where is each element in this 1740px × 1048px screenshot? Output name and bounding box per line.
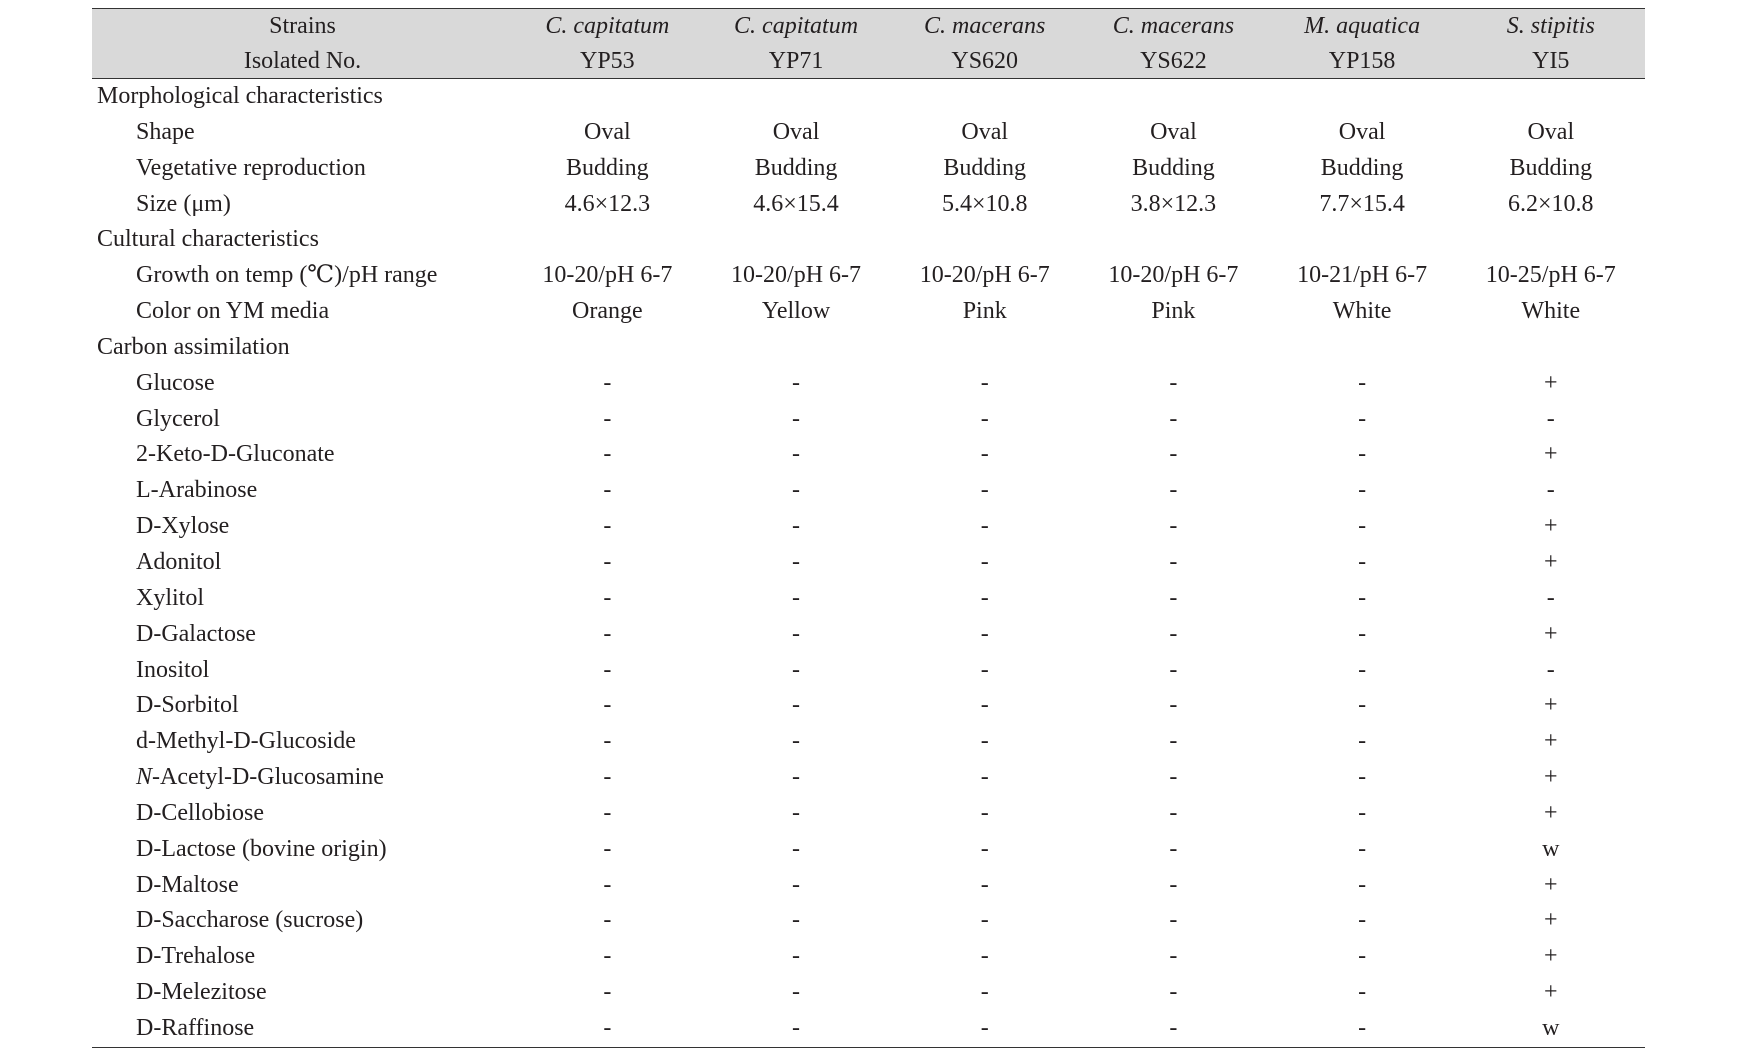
table-row (92, 653, 1645, 689)
value-cell: - (1358, 548, 1367, 575)
table-row (92, 509, 1645, 545)
row-label: d-Methyl-D-Glucoside (136, 728, 356, 755)
table-row (92, 545, 1645, 581)
value-cell: + (1544, 548, 1558, 575)
value-cell: - (792, 620, 801, 647)
isolate-id: YP71 (702, 44, 891, 79)
value-cell: - (1358, 405, 1367, 432)
value-cell: - (1169, 513, 1178, 540)
value-cell: - (603, 656, 612, 683)
value-cell: - (1169, 835, 1178, 862)
value-cell: - (792, 943, 801, 970)
value-cell: - (1169, 871, 1178, 898)
value-cell: - (603, 513, 612, 540)
value-cell: - (792, 871, 801, 898)
table-row (92, 975, 1645, 1011)
strains-label: Strains (92, 9, 513, 44)
value-cell: - (1358, 728, 1367, 755)
value-cell: + (1544, 907, 1558, 934)
value-cell: Budding (566, 154, 649, 181)
value-cell: Oval (1338, 118, 1386, 145)
strain-characteristics-table (92, 8, 1645, 1048)
value-cell: - (980, 620, 989, 647)
table-row (92, 724, 1645, 760)
value-cell: + (1544, 764, 1558, 791)
value-cell: - (792, 835, 801, 862)
isolated-no-label: Isolated No. (92, 44, 513, 79)
empty-cell (890, 330, 1079, 366)
value-cell: - (792, 799, 801, 826)
empty-cell (1268, 79, 1457, 115)
value-cell: Budding (1509, 154, 1593, 181)
value-cell: + (1544, 369, 1558, 396)
section-title: Cultural characteristics (97, 226, 319, 253)
row-label: D-Xylose (136, 513, 230, 540)
value-cell: Oval (1527, 118, 1575, 145)
value-cell: + (1544, 620, 1558, 647)
value-cell: Pink (962, 298, 1007, 325)
empty-cell (702, 330, 891, 366)
value-cell: - (980, 692, 989, 719)
value-cell: - (603, 799, 612, 826)
value-cell: Pink (1151, 298, 1196, 325)
value-cell: - (1358, 979, 1367, 1006)
value-cell: Oval (961, 118, 1009, 145)
row-label: Glycerol (136, 405, 220, 432)
empty-cell (1079, 330, 1268, 366)
section-title: Morphological characteristics (97, 83, 383, 109)
table-row (92, 187, 1645, 223)
value-cell: Budding (943, 154, 1027, 181)
value-cell: 10-20/pH 6-7 (731, 262, 862, 289)
value-cell: - (980, 764, 989, 791)
row-label: D-Raffinose (92, 1011, 513, 1047)
row-label: D-Lactose (bovine origin) (136, 835, 387, 862)
table-body (92, 79, 1645, 1048)
value-cell: - (1358, 943, 1367, 970)
value-cell: + (1544, 728, 1558, 755)
value-cell: - (1169, 584, 1178, 611)
value-cell: - (603, 728, 612, 755)
value-cell: - (1358, 871, 1367, 898)
value-cell: - (1358, 692, 1367, 719)
section-header-row (92, 79, 1645, 115)
value-cell: - (603, 620, 612, 647)
value-cell: - (1358, 620, 1367, 647)
value-cell: - (980, 584, 989, 611)
value-cell: - (1546, 477, 1555, 504)
value-cell: 4.6×12.3 (564, 190, 651, 217)
value-cell: 6.2×10.8 (1508, 190, 1594, 217)
species-name: C. macerans (1079, 9, 1268, 44)
value-cell: - (792, 477, 801, 504)
value-cell: 7.7×15.4 (1319, 190, 1405, 217)
section-header-row (92, 222, 1645, 258)
value-cell: Budding (1132, 154, 1215, 181)
row-label: D-Sorbitol (136, 692, 239, 719)
value-cell: Orange (572, 298, 643, 325)
table-row (92, 1011, 1645, 1047)
value-cell: - (1169, 620, 1178, 647)
value-cell: - (603, 907, 612, 934)
value-cell: + (1544, 943, 1558, 970)
value-cell: Budding (754, 154, 838, 181)
value-cell: - (792, 656, 801, 683)
value-cell: - (890, 1011, 1079, 1047)
value-cell: - (1358, 907, 1367, 934)
row-label: Growth on temp (℃)/pH range (136, 262, 438, 289)
value-cell: 10-21/pH 6-7 (1297, 262, 1428, 289)
species-name: C. macerans (890, 9, 1079, 44)
value-cell: - (1358, 799, 1367, 826)
value-cell: w (1542, 835, 1560, 862)
table-row (92, 796, 1645, 832)
value-cell: - (1358, 764, 1367, 791)
header-row-species (92, 9, 1645, 44)
table-row (92, 151, 1645, 187)
value-cell: - (1358, 441, 1367, 468)
empty-cell (890, 79, 1079, 115)
value-cell: - (1169, 477, 1178, 504)
row-label: L-Arabinose (136, 477, 258, 504)
value-cell: - (1169, 799, 1178, 826)
empty-cell (1456, 79, 1645, 115)
value-cell: - (980, 369, 989, 396)
row-label: Size (μm) (136, 190, 231, 217)
row-label: D-Melezitose (136, 979, 267, 1006)
species-name: M. aquatica (1268, 9, 1457, 44)
isolate-id: YI5 (1456, 44, 1645, 79)
value-cell: + (1544, 441, 1558, 468)
value-cell: - (792, 692, 801, 719)
value-cell: Oval (1150, 118, 1197, 145)
value-cell: + (1544, 979, 1558, 1006)
value-cell: 10-20/pH 6-7 (1108, 262, 1239, 289)
value-cell: - (1358, 835, 1367, 862)
value-cell: - (1358, 513, 1367, 540)
value-cell: - (980, 441, 989, 468)
value-cell: - (980, 656, 989, 683)
value-cell: - (1169, 907, 1178, 934)
value-cell: - (980, 728, 989, 755)
value-cell: - (1358, 584, 1367, 611)
value-cell: - (792, 513, 801, 540)
value-cell: + (1544, 799, 1558, 826)
isolate-id: YS622 (1079, 44, 1268, 79)
value-cell: - (980, 907, 989, 934)
row-label: Adonitol (136, 548, 222, 575)
empty-cell (890, 222, 1079, 258)
value-cell: - (1169, 943, 1178, 970)
row-label: D-Cellobiose (136, 799, 264, 826)
header-row-isolates (92, 44, 1645, 79)
row-label: Shape (136, 118, 195, 145)
empty-cell (513, 222, 702, 258)
value-cell: + (1544, 692, 1558, 719)
value-cell: - (603, 548, 612, 575)
row-label-text: -Acetyl-D-Glucosamine (152, 764, 384, 791)
value-cell: Oval (584, 118, 631, 145)
value-cell: - (603, 405, 612, 432)
table-row (92, 258, 1645, 294)
value-cell: - (603, 584, 612, 611)
row-label: 2-Keto-D-Gluconate (136, 441, 335, 468)
row-label: Xylitol (136, 584, 205, 611)
value-cell: + (1544, 871, 1558, 898)
row-label: D-Galactose (136, 620, 256, 647)
value-cell: 10-20/pH 6-7 (542, 262, 673, 289)
empty-cell (702, 79, 891, 115)
table-row (92, 688, 1645, 724)
species-name: S. stipitis (1456, 9, 1645, 44)
value-cell: - (792, 441, 801, 468)
section-title: Carbon assimilation (97, 333, 290, 360)
table-row (92, 115, 1645, 151)
empty-cell (1268, 222, 1457, 258)
value-cell: - (1169, 979, 1178, 1006)
row-label: Color on YM media (136, 298, 330, 325)
value-cell: - (603, 871, 612, 898)
table-row (92, 868, 1645, 904)
value-cell: - (980, 405, 989, 432)
value-cell: - (1268, 1011, 1457, 1047)
row-label (92, 760, 513, 796)
value-cell: - (1169, 441, 1178, 468)
value-cell: - (1169, 656, 1178, 683)
value-cell: - (792, 907, 801, 934)
value-cell: - (1169, 405, 1178, 432)
empty-cell (1079, 222, 1268, 258)
value-cell: w (1456, 1011, 1645, 1047)
species-name: C. capitatum (513, 9, 702, 44)
value-cell: White (1521, 298, 1581, 325)
isolate-id: YS620 (890, 44, 1079, 79)
value-cell: - (702, 1011, 891, 1047)
row-label: Vegetative reproduction (136, 154, 366, 181)
empty-cell (513, 330, 702, 366)
value-cell: - (980, 477, 989, 504)
value-cell: - (1169, 369, 1178, 396)
value-cell: - (1169, 692, 1178, 719)
row-label: Glucose (136, 369, 215, 396)
value-cell: 5.4×10.8 (941, 190, 1028, 217)
row-label-italic-prefix: N (136, 764, 153, 791)
value-cell: + (1544, 513, 1558, 540)
value-cell: - (603, 441, 612, 468)
value-cell: - (1358, 656, 1367, 683)
value-cell: - (603, 979, 612, 1006)
species-name: C. capitatum (702, 9, 891, 44)
empty-cell (513, 79, 702, 115)
table-row (92, 402, 1645, 438)
row-label: D-Trehalose (136, 943, 256, 970)
isolate-id: YP53 (513, 44, 702, 79)
value-cell: - (1546, 405, 1555, 432)
row-label: D-Maltose (136, 871, 239, 898)
value-cell: - (603, 369, 612, 396)
value-cell: - (792, 764, 801, 791)
table-row (92, 832, 1645, 868)
value-cell: 3.8×12.3 (1130, 190, 1217, 217)
empty-cell (1079, 79, 1268, 115)
empty-cell (1456, 330, 1645, 366)
table-row (92, 903, 1645, 939)
value-cell: - (603, 477, 612, 504)
value-cell: Budding (1320, 154, 1404, 181)
value-cell: - (1169, 764, 1178, 791)
row-label: D-Saccharose (sucrose) (136, 907, 364, 934)
table-row (92, 939, 1645, 975)
value-cell: - (980, 943, 989, 970)
value-cell: - (792, 728, 801, 755)
row-label: Inositol (136, 656, 210, 683)
value-cell: - (603, 692, 612, 719)
section-header-row (92, 330, 1645, 366)
value-cell: - (980, 871, 989, 898)
value-cell: - (1546, 584, 1555, 611)
value-cell: - (980, 799, 989, 826)
empty-cell (1456, 222, 1645, 258)
value-cell: - (980, 979, 989, 1006)
value-cell: White (1332, 298, 1392, 325)
value-cell: - (1169, 728, 1178, 755)
value-cell: - (792, 584, 801, 611)
value-cell: - (980, 548, 989, 575)
isolate-id: YP158 (1268, 44, 1457, 79)
value-cell: - (792, 405, 801, 432)
value-cell: - (603, 764, 612, 791)
value-cell: 4.6×15.4 (753, 190, 839, 217)
value-cell: - (980, 835, 989, 862)
value-cell: - (1079, 1011, 1268, 1047)
value-cell: - (792, 548, 801, 575)
table-row (92, 294, 1645, 330)
empty-cell (1268, 330, 1457, 366)
value-cell: - (1546, 656, 1555, 683)
value-cell: Oval (772, 118, 820, 145)
value-cell: - (603, 835, 612, 862)
table-row (92, 437, 1645, 473)
value-cell: Yellow (761, 298, 831, 325)
value-cell: 10-25/pH 6-7 (1485, 262, 1616, 289)
table-header (92, 9, 1645, 79)
value-cell: - (1169, 548, 1178, 575)
value-cell: - (513, 1011, 702, 1047)
table-row (92, 366, 1645, 402)
table-row (92, 760, 1645, 796)
value-cell: - (792, 369, 801, 396)
value-cell: - (792, 979, 801, 1006)
table-row (92, 617, 1645, 653)
empty-cell (702, 222, 891, 258)
value-cell: - (1358, 477, 1367, 504)
table-row (92, 581, 1645, 617)
table-row (92, 473, 1645, 509)
value-cell: - (603, 943, 612, 970)
value-cell: - (1358, 369, 1367, 396)
value-cell: - (980, 513, 989, 540)
value-cell: 10-20/pH 6-7 (919, 262, 1050, 289)
